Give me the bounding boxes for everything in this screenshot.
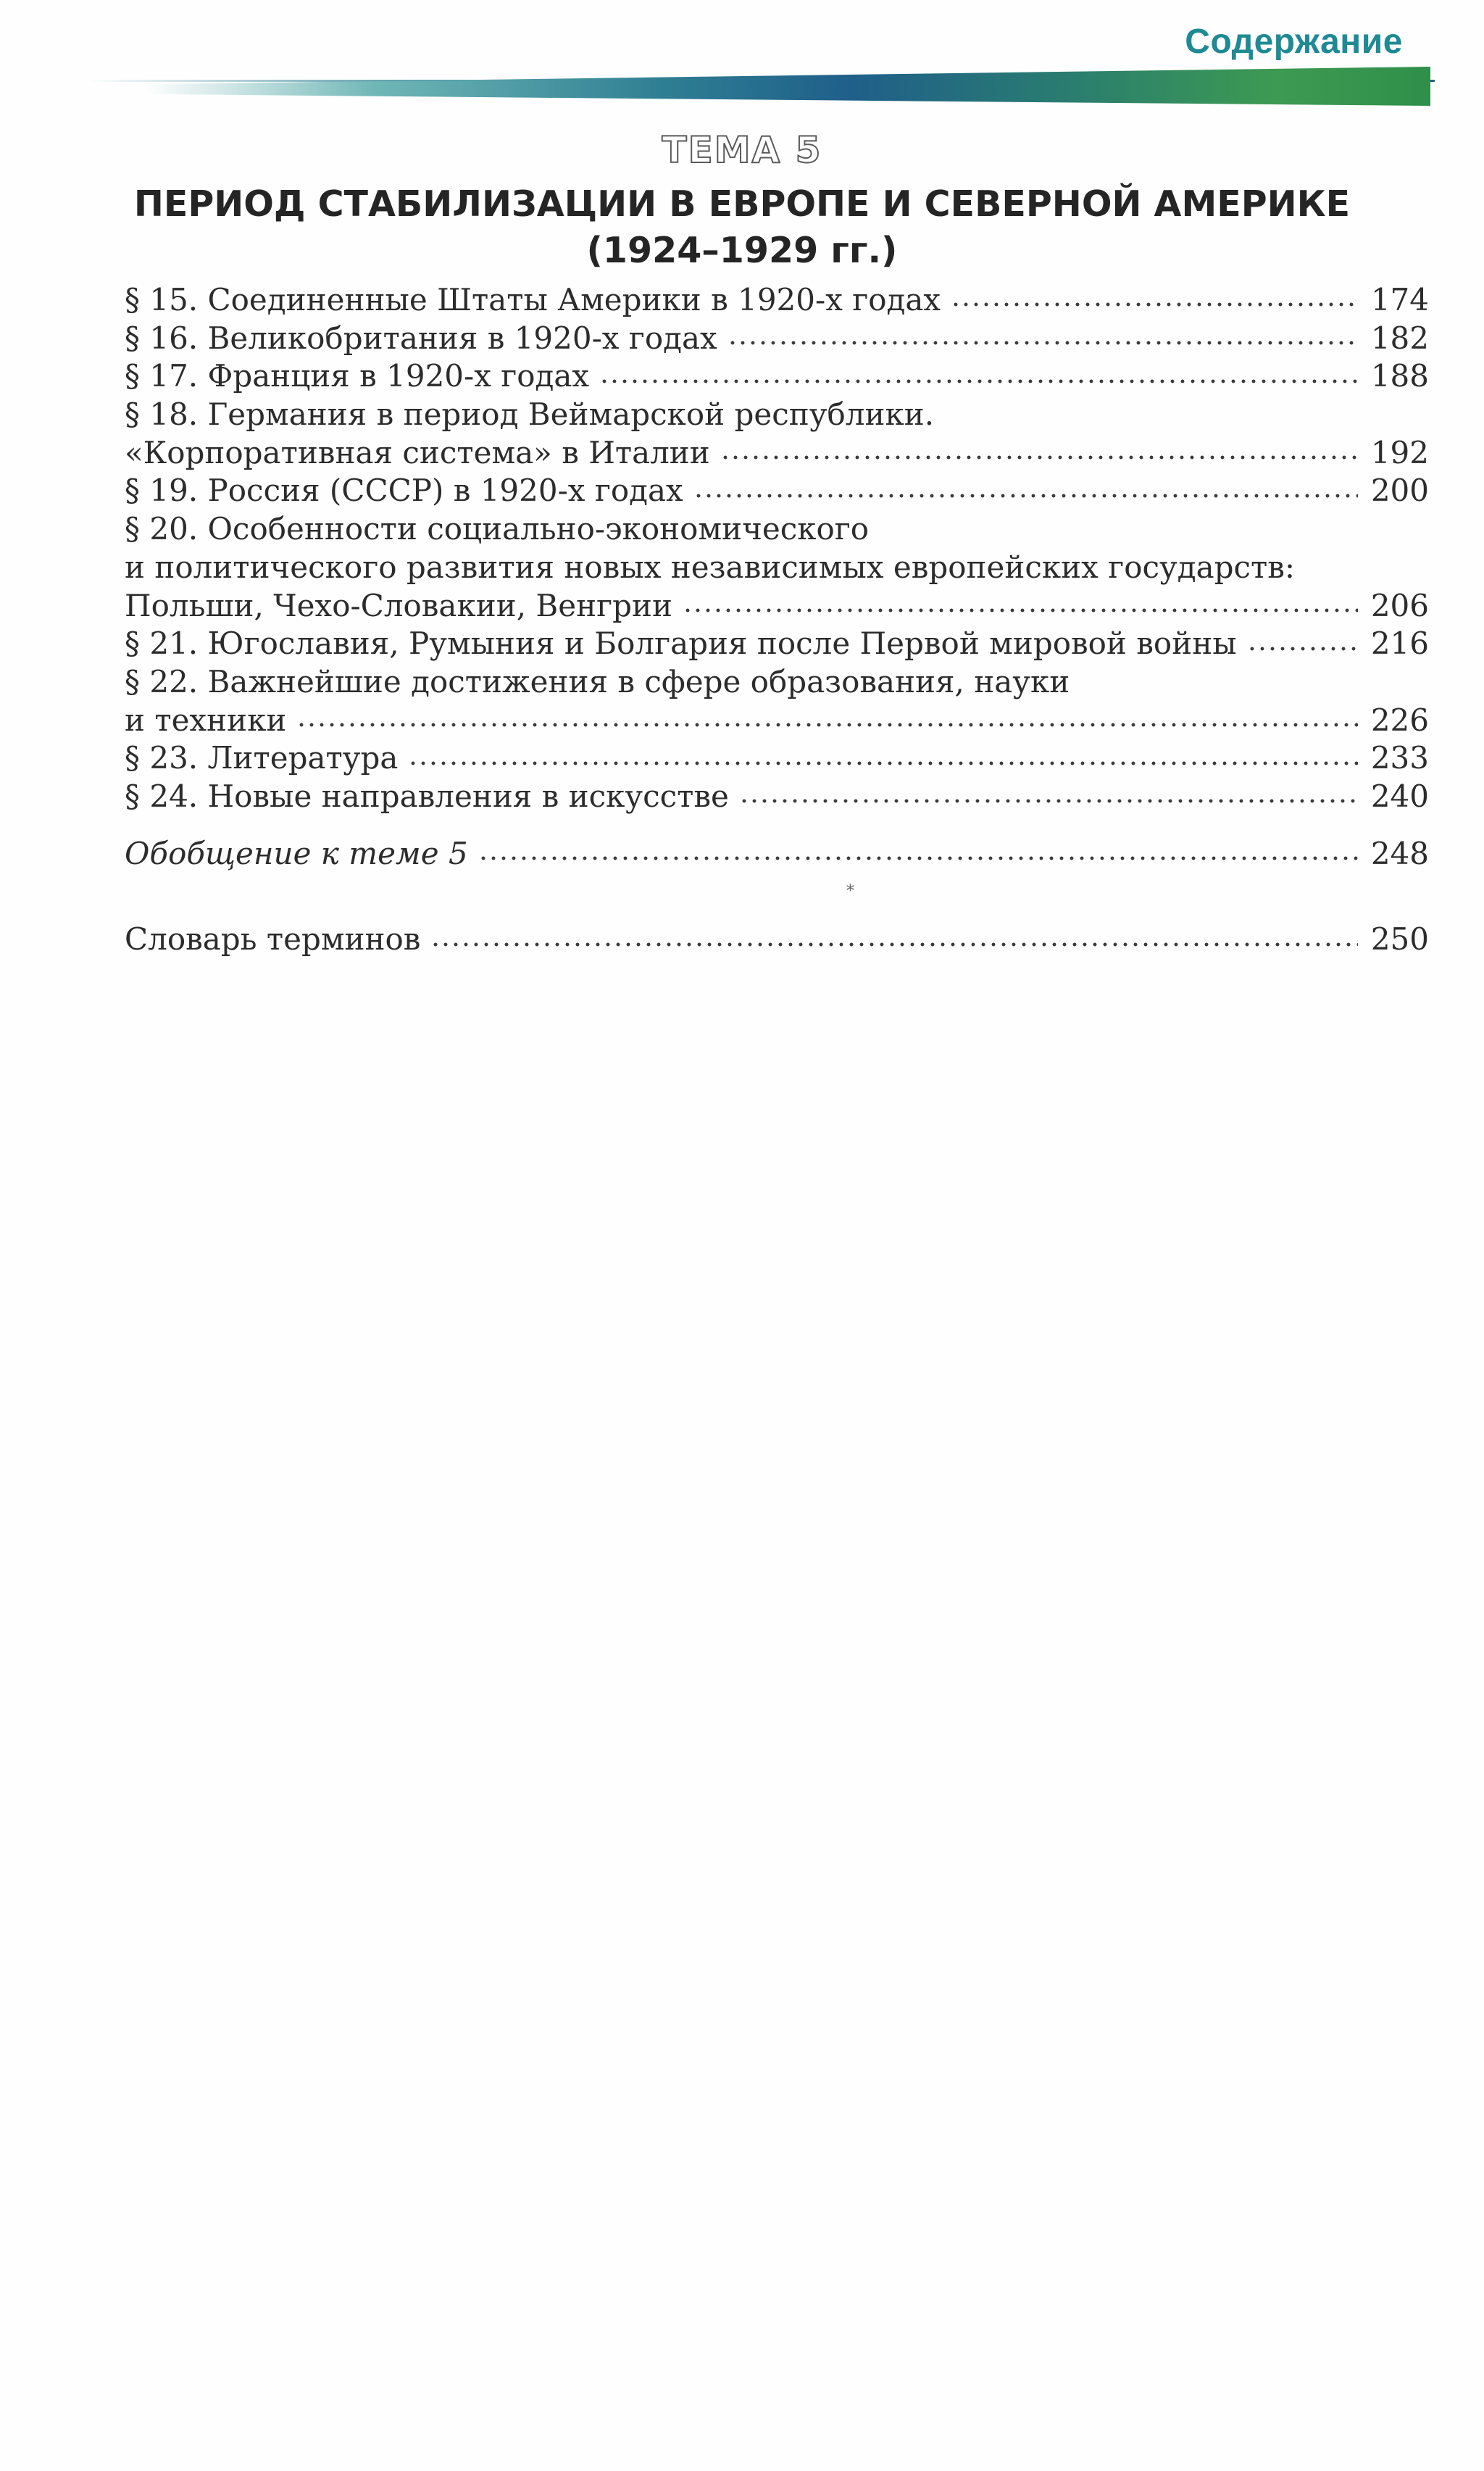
theme-title <box>0 181 1484 274</box>
toc-page-number: 240 <box>1370 778 1429 814</box>
toc-entry-22-line1[interactable] <box>125 663 1429 702</box>
toc-entry-19[interactable] <box>125 472 1429 510</box>
toc-entry-15[interactable] <box>125 281 1429 320</box>
toc-entry-title-continued: Польши, Чехо-Словакии, Венгрии <box>125 587 672 623</box>
toc-entry-title: § 20. Особенности социально-экономического <box>125 511 870 547</box>
toc-entry-title: § 18. Германия в период Веймарской республики. <box>125 396 935 433</box>
toc-entry-glossary[interactable] <box>125 921 1429 959</box>
toc-entry-title-continued: и политического развития новых независимых европейских государств: <box>125 549 1296 585</box>
toc-entry-21[interactable] <box>125 625 1429 663</box>
toc-entry-24[interactable] <box>125 778 1429 816</box>
toc-page-number: 250 <box>1370 921 1429 958</box>
toc-entry-title-continued: «Корпоративная система» в Италии <box>125 434 710 470</box>
toc-page-number: 226 <box>1370 702 1429 738</box>
spacer <box>125 816 1429 835</box>
section-header-label: Содержание <box>1185 22 1403 61</box>
toc-entry-title: § 15. Соединенные Штаты Америки в 1920-х годах <box>125 282 941 317</box>
theme-title-years: (1924–1929 гг.) <box>586 230 898 271</box>
toc-entry-title: § 21. Югославия, Румыния и Болгария после Первой мировой войны <box>125 626 1237 662</box>
toc-entry-23[interactable] <box>125 739 1429 778</box>
toc-entry-16[interactable] <box>125 320 1429 358</box>
toc-leader-dots <box>951 297 1358 312</box>
toc-entry-17[interactable] <box>125 357 1429 396</box>
toc-page-number: 182 <box>1370 320 1429 356</box>
toc-leader-dots <box>693 489 1358 503</box>
toc-leader-dots <box>683 603 1358 618</box>
toc-entry-20-line2[interactable] <box>125 549 1429 587</box>
toc-entry-title-continued: и техники <box>125 702 287 738</box>
theme-title-line: ПЕРИОД СТАБИЛИЗАЦИИ В ЕВРОПЕ И СЕВЕРНОЙ АМЕРИКЕ <box>133 183 1351 225</box>
toc-page-number: 206 <box>1370 587 1429 623</box>
toc-entry-18-line1[interactable] <box>125 396 1429 434</box>
toc-leader-dots <box>408 756 1358 771</box>
header-gradient-band <box>145 67 1430 106</box>
toc-page-number: 192 <box>1370 434 1429 470</box>
toc-entry-summary[interactable] <box>125 835 1429 873</box>
toc-summary-title: Обобщение к теме 5 <box>125 835 468 871</box>
toc-leader-dots <box>739 794 1358 808</box>
toc-leader-dots <box>296 718 1358 732</box>
toc-page-number: 188 <box>1370 358 1429 394</box>
toc-page-number: 248 <box>1370 835 1429 871</box>
table-of-contents <box>125 281 1429 959</box>
toc-entry-title: § 17. Франция в 1920-х годах <box>125 358 590 394</box>
toc-page-number: 216 <box>1370 626 1429 662</box>
theme-number-label: ТЕМА 5 <box>662 129 822 171</box>
toc-glossary-title: Словарь терминов <box>125 921 421 958</box>
toc-entry-22-line2[interactable] <box>125 702 1429 740</box>
print-speck: ⁎ <box>846 877 854 895</box>
toc-entry-title: § 16. Великобритания в 1920-х годах <box>125 320 717 356</box>
toc-page-number: 174 <box>1370 282 1429 317</box>
toc-leader-dots <box>478 851 1358 865</box>
toc-entry-18-line2[interactable] <box>125 434 1429 473</box>
toc-entry-title: § 22. Важнейшие достижения в сфере образования, науки <box>125 663 1070 699</box>
toc-entry-title: § 24. Новые направления в искусстве <box>125 778 729 814</box>
toc-page-number: 233 <box>1370 740 1429 776</box>
toc-leader-dots <box>720 450 1358 465</box>
toc-entry-title: § 23. Литература <box>125 740 399 776</box>
toc-entry-20-line3[interactable] <box>125 587 1429 626</box>
toc-page-number: 200 <box>1370 473 1429 509</box>
toc-leader-dots <box>599 374 1358 389</box>
toc-entry-20-line1[interactable] <box>125 510 1429 549</box>
toc-leader-dots <box>430 937 1358 952</box>
toc-entry-title: § 19. Россия (СССР) в 1920-х годах <box>125 473 683 509</box>
toc-leader-dots <box>728 336 1358 350</box>
toc-leader-dots <box>1247 641 1358 656</box>
spacer <box>125 873 1429 921</box>
